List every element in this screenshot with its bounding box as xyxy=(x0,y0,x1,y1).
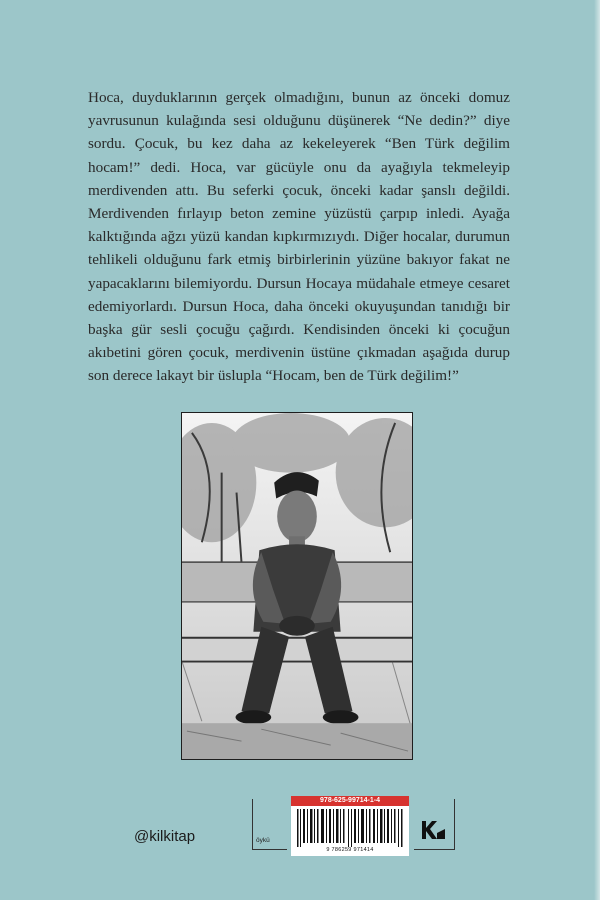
blurb-text: Hoca, duyduklarının gerçek olmadığını, bunun az önceki domuz yavrusunun kulağında sesi olduğunu düşünerek “Ne dedin?” diye sordu. Çocuk, bu kez daha az kekeleyerek “Ben Türk değilim hocam!” dedi. Hoca, var gücüyle onu da ayağıyla tekmeleyip merdivenden attı. Bu seferki çocuk, önceki kadar şanslı değildi. Merdivenden fırlayıp beton zemine yüzüstü çarpıp inledi. Ayağa kalktığında ağzı yüzü kandan kıpkırmızıydı. Diğer hocalar, durumun tehlikeli olduğunu fark etmiş birbirlerinin yüzüne bakıyor fakat ne yapacaklarını bilemiyordu. Dursun Hocaya müdahale etmeye cesaret edemiyorlardı. Dursun Hoca, daha önceki okuyuşundan tanıdığı bir başka gür sesli çocuğu çağırdı. Kendisinden önceki ki çocuğun akıbetini gören çocuk, merdivenin üstüne çıkmadan aşağıda durup son derece lakayt bir üslupla “Hocam, ben de Türk değilim!” xyxy=(88,89,510,385)
barcode-digits: 9 786259 971414 xyxy=(326,847,374,853)
sketch-drawing xyxy=(182,413,412,759)
social-handle: @kilkitap xyxy=(134,828,196,845)
spine-shadow xyxy=(594,0,600,900)
barcode-icon xyxy=(297,809,403,847)
genre-label: öykü xyxy=(256,837,270,844)
cover-illustration xyxy=(181,412,413,760)
isbn-barcode-box xyxy=(291,796,409,856)
isbn-number: 978-625-99714-1-4 xyxy=(291,796,409,806)
kil-logo-icon xyxy=(420,819,446,841)
